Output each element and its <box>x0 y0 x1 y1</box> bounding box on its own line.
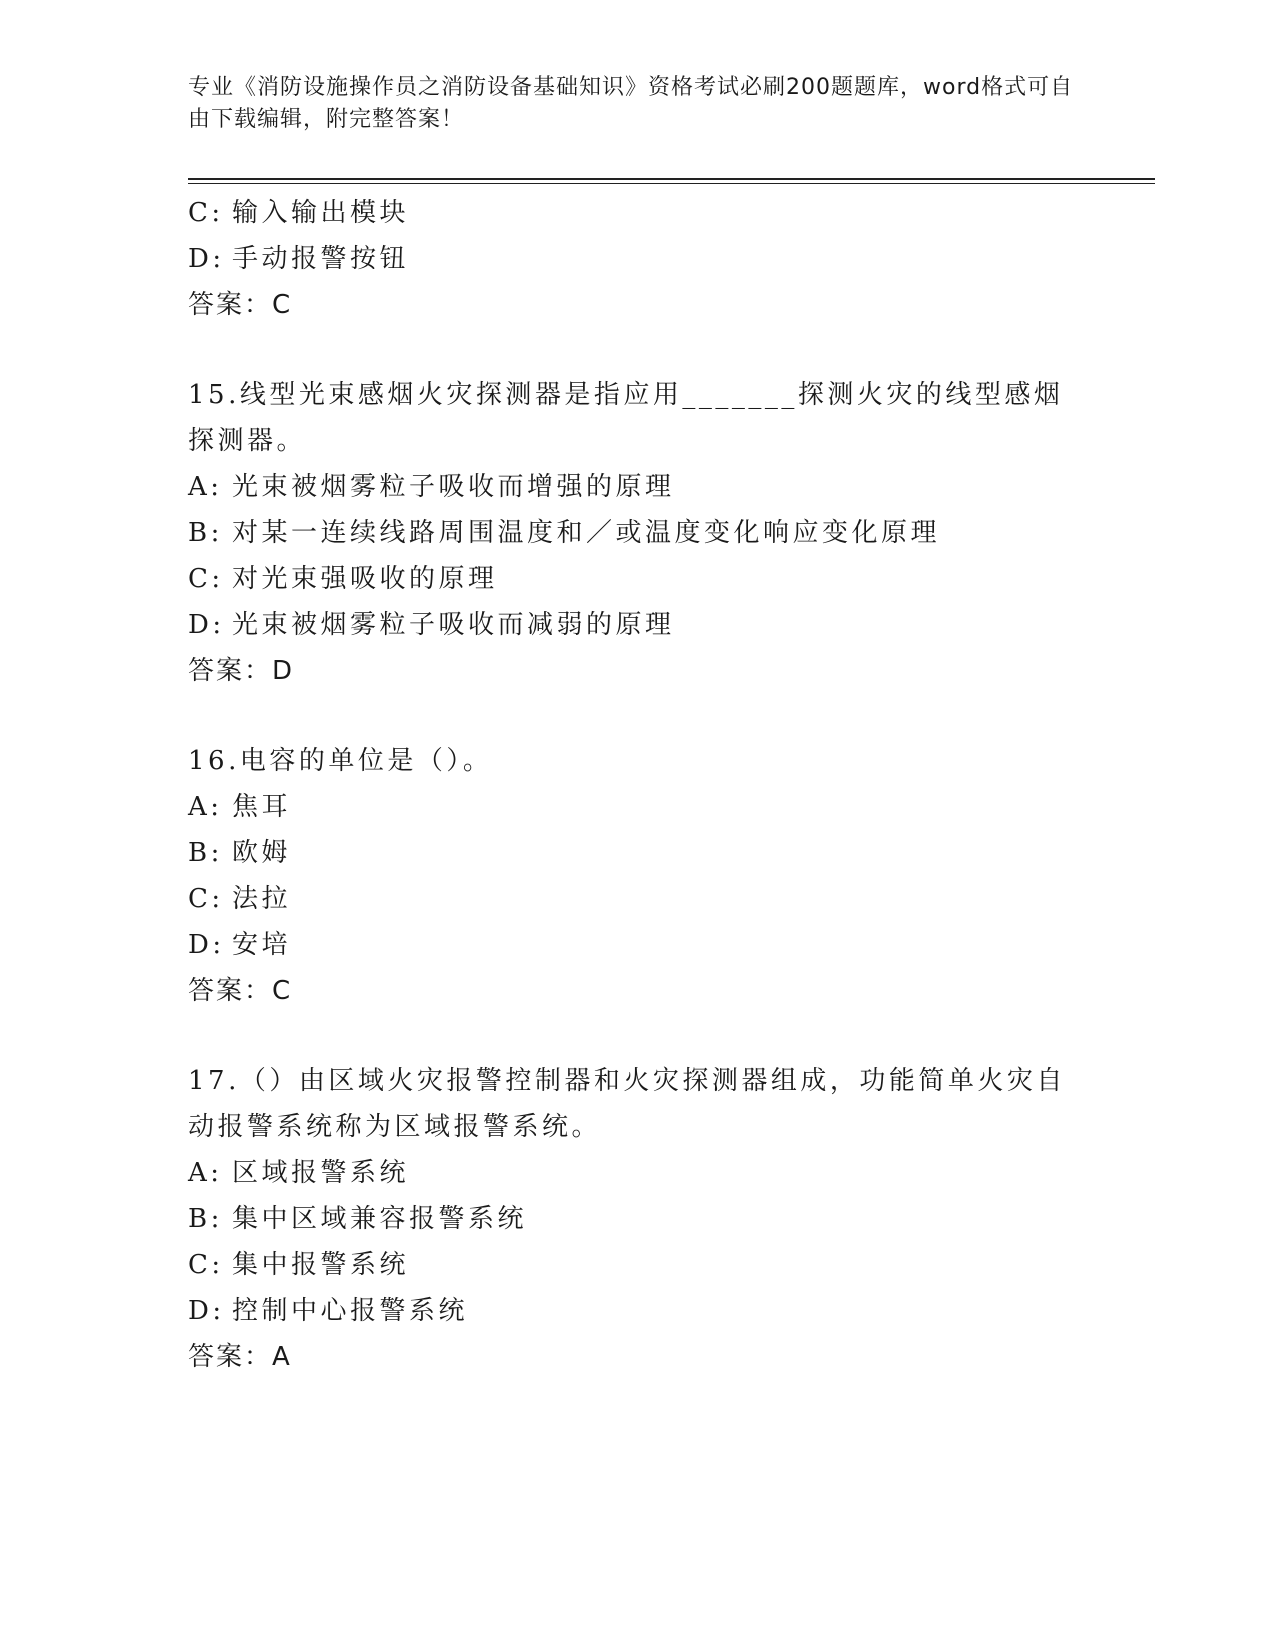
option-c <box>188 190 1088 236</box>
answer-line <box>188 282 1088 328</box>
option-text: 安培 <box>232 930 292 960</box>
option-text: 区域报警系统 <box>232 1158 410 1188</box>
option-text: 欧姆 <box>232 838 292 868</box>
option-key: B: <box>188 518 223 548</box>
option-key: A: <box>188 472 223 502</box>
option-key: C: <box>188 198 224 228</box>
option-d <box>188 236 1088 282</box>
option-key: C: <box>188 884 224 914</box>
option-key: D: <box>188 1296 225 1326</box>
option-text: 集中报警系统 <box>232 1250 410 1280</box>
option-a <box>188 464 1088 510</box>
answer-label: 答案： <box>188 656 273 686</box>
option-key: C: <box>188 1250 224 1280</box>
answer-label: 答案： <box>188 976 273 1006</box>
option-b <box>188 510 1088 556</box>
option-text: 控制中心报警系统 <box>232 1296 469 1326</box>
option-d <box>188 1288 1088 1334</box>
answer-label: 答案： <box>188 290 273 320</box>
answer-line <box>188 648 1088 694</box>
option-text: 输入输出模块 <box>232 198 410 228</box>
option-c <box>188 876 1088 922</box>
option-d <box>188 922 1088 968</box>
option-key: D: <box>188 244 225 274</box>
header-rule-thick <box>188 178 1155 180</box>
option-key: A: <box>188 1158 223 1188</box>
option-key: B: <box>188 1204 223 1234</box>
question-16 <box>188 738 1088 1014</box>
option-a <box>188 1150 1088 1196</box>
option-text: 光束被烟雾粒子吸收而减弱的原理 <box>232 610 675 640</box>
option-key: B: <box>188 838 223 868</box>
option-text: 集中区域兼容报警系统 <box>232 1204 528 1234</box>
answer-value: D <box>272 656 295 686</box>
document-header: 专业《消防设施操作员之消防设备基础知识》资格考试必刷200题题库，word格式可自由下载编辑，附完整答案！ <box>188 75 1074 132</box>
option-key: C: <box>188 564 224 594</box>
partial-question <box>188 190 1088 328</box>
answer-line <box>188 1334 1088 1380</box>
option-a <box>188 784 1088 830</box>
question-stem: 17.（）由区域火灾报警控制器和火灾探测器组成，功能简单火灾自动报警系统称为区域报警系统。 <box>188 1066 1066 1142</box>
answer-value: A <box>272 1342 292 1372</box>
option-text: 手动报警按钮 <box>232 244 410 274</box>
question-17 <box>188 1058 1088 1380</box>
option-d <box>188 602 1088 648</box>
option-b <box>188 830 1088 876</box>
header-rule-thin <box>188 183 1155 184</box>
option-c <box>188 556 1088 602</box>
answer-value: C <box>272 976 293 1006</box>
document-body <box>188 190 1088 1380</box>
option-text: 对某一连续线路周围温度和／或温度变化响应变化原理 <box>232 518 941 548</box>
option-key: D: <box>188 930 225 960</box>
question-stem: 15.线型光束感烟火灾探测器是指应用_______探测火灾的线型感烟探测器。 <box>188 380 1064 456</box>
answer-line <box>188 968 1088 1014</box>
option-text: 焦耳 <box>232 792 292 822</box>
option-key: A: <box>188 792 223 822</box>
question-15 <box>188 372 1088 694</box>
answer-label: 答案： <box>188 1342 273 1372</box>
option-c <box>188 1242 1088 1288</box>
option-b <box>188 1196 1088 1242</box>
answer-value: C <box>272 290 293 320</box>
question-stem: 16.电容的单位是（）。 <box>188 746 493 776</box>
option-text: 光束被烟雾粒子吸收而增强的原理 <box>232 472 675 502</box>
option-text: 法拉 <box>232 884 292 914</box>
option-key: D: <box>188 610 225 640</box>
option-text: 对光束强吸收的原理 <box>232 564 498 594</box>
